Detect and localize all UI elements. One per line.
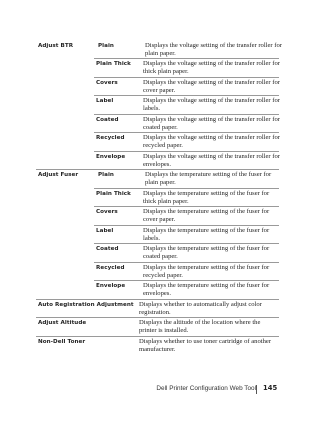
item-description: Displays the temperature setting of the fuser for thick plain paper. [143, 189, 270, 205]
item-label: Envelope [96, 283, 126, 289]
item-label: Non-Dell Toner [38, 338, 86, 345]
section-label: Adjust BTR [38, 43, 74, 49]
item-description: Displays the temperature setting of the fuser for recycled paper. [143, 263, 270, 279]
item-label: Adjust Altitude [38, 320, 87, 326]
item-label: Covers [96, 209, 118, 215]
settings-table [36, 41, 282, 354]
item-label: Plain Thick [96, 190, 131, 197]
item-label: Plain [98, 43, 114, 49]
item-description: Displays the temperature setting of the fuser for envelopes. [143, 282, 270, 298]
item-description: Displays the voltage setting of the transfer roller for envelopes. [143, 152, 280, 168]
item-description: Displays the temperature setting of the fuser for plain paper. [145, 171, 272, 187]
table-row [36, 207, 279, 225]
item-description: Displays the voltage setting of the transfer roller for cover paper. [143, 78, 280, 94]
item-description: Displays the voltage setting of the transfer roller for thick plain paper. [143, 60, 280, 76]
item-description: Displays the voltage setting of the transfer roller for labels. [143, 97, 280, 113]
table-row [36, 115, 279, 133]
footer-title: Dell Printer Configuration Web Tool [156, 385, 256, 392]
footer-separator [256, 385, 257, 394]
item-description: Displays whether to automatically adjust color registration. [139, 300, 262, 316]
item-label: Plain [98, 172, 114, 178]
item-label: Envelope [96, 153, 126, 160]
item-label: Plain Thick [96, 61, 131, 67]
table-row [36, 96, 279, 114]
table-row [36, 263, 279, 281]
table-row [36, 152, 279, 170]
item-label: Coated [96, 246, 119, 252]
group-adjust-fuser [36, 170, 279, 299]
item-description: Displays the temperature setting of the fuser for labels. [143, 226, 270, 242]
table-row [36, 226, 279, 244]
table-row [36, 170, 279, 188]
item-label: Label [96, 98, 114, 104]
table-row [36, 41, 282, 58]
group-adjust-btr [36, 41, 282, 169]
item-label: Covers [96, 79, 118, 86]
item-description: Displays the temperature setting of the fuser for cover paper. [143, 208, 270, 224]
page-number: 145 [263, 384, 278, 392]
table-row [36, 281, 279, 299]
section-label: Adjust Fuser [38, 172, 79, 178]
item-description: Displays the voltage setting of the transfer roller for coated paper. [143, 115, 280, 131]
page-footer [0, 384, 300, 396]
table-row [36, 337, 279, 355]
table-row [36, 189, 279, 207]
item-label: Recycled [96, 135, 125, 141]
item-label: Recycled [96, 264, 125, 271]
item-label: Label [96, 227, 114, 234]
item-description: Displays the temperature setting of the fuser for coated paper. [143, 245, 270, 261]
table-row [36, 78, 279, 96]
item-description: Displays whether to use toner cartridge of another manufacturer. [139, 337, 272, 353]
item-description: Displays the voltage setting of the transfer roller for recycled paper. [143, 134, 280, 150]
table-row [36, 133, 279, 151]
item-description: Displays the voltage setting of the transfer roller for plain paper. [145, 42, 282, 58]
item-label: Coated [96, 116, 119, 123]
table-row [36, 59, 279, 77]
table-row [36, 244, 279, 262]
item-description: Displays the altitude of the location where the printer is installed. [139, 319, 261, 335]
item-label: Auto Registration Adjustment [38, 301, 134, 308]
table-row [36, 300, 279, 318]
table-row [36, 318, 279, 336]
